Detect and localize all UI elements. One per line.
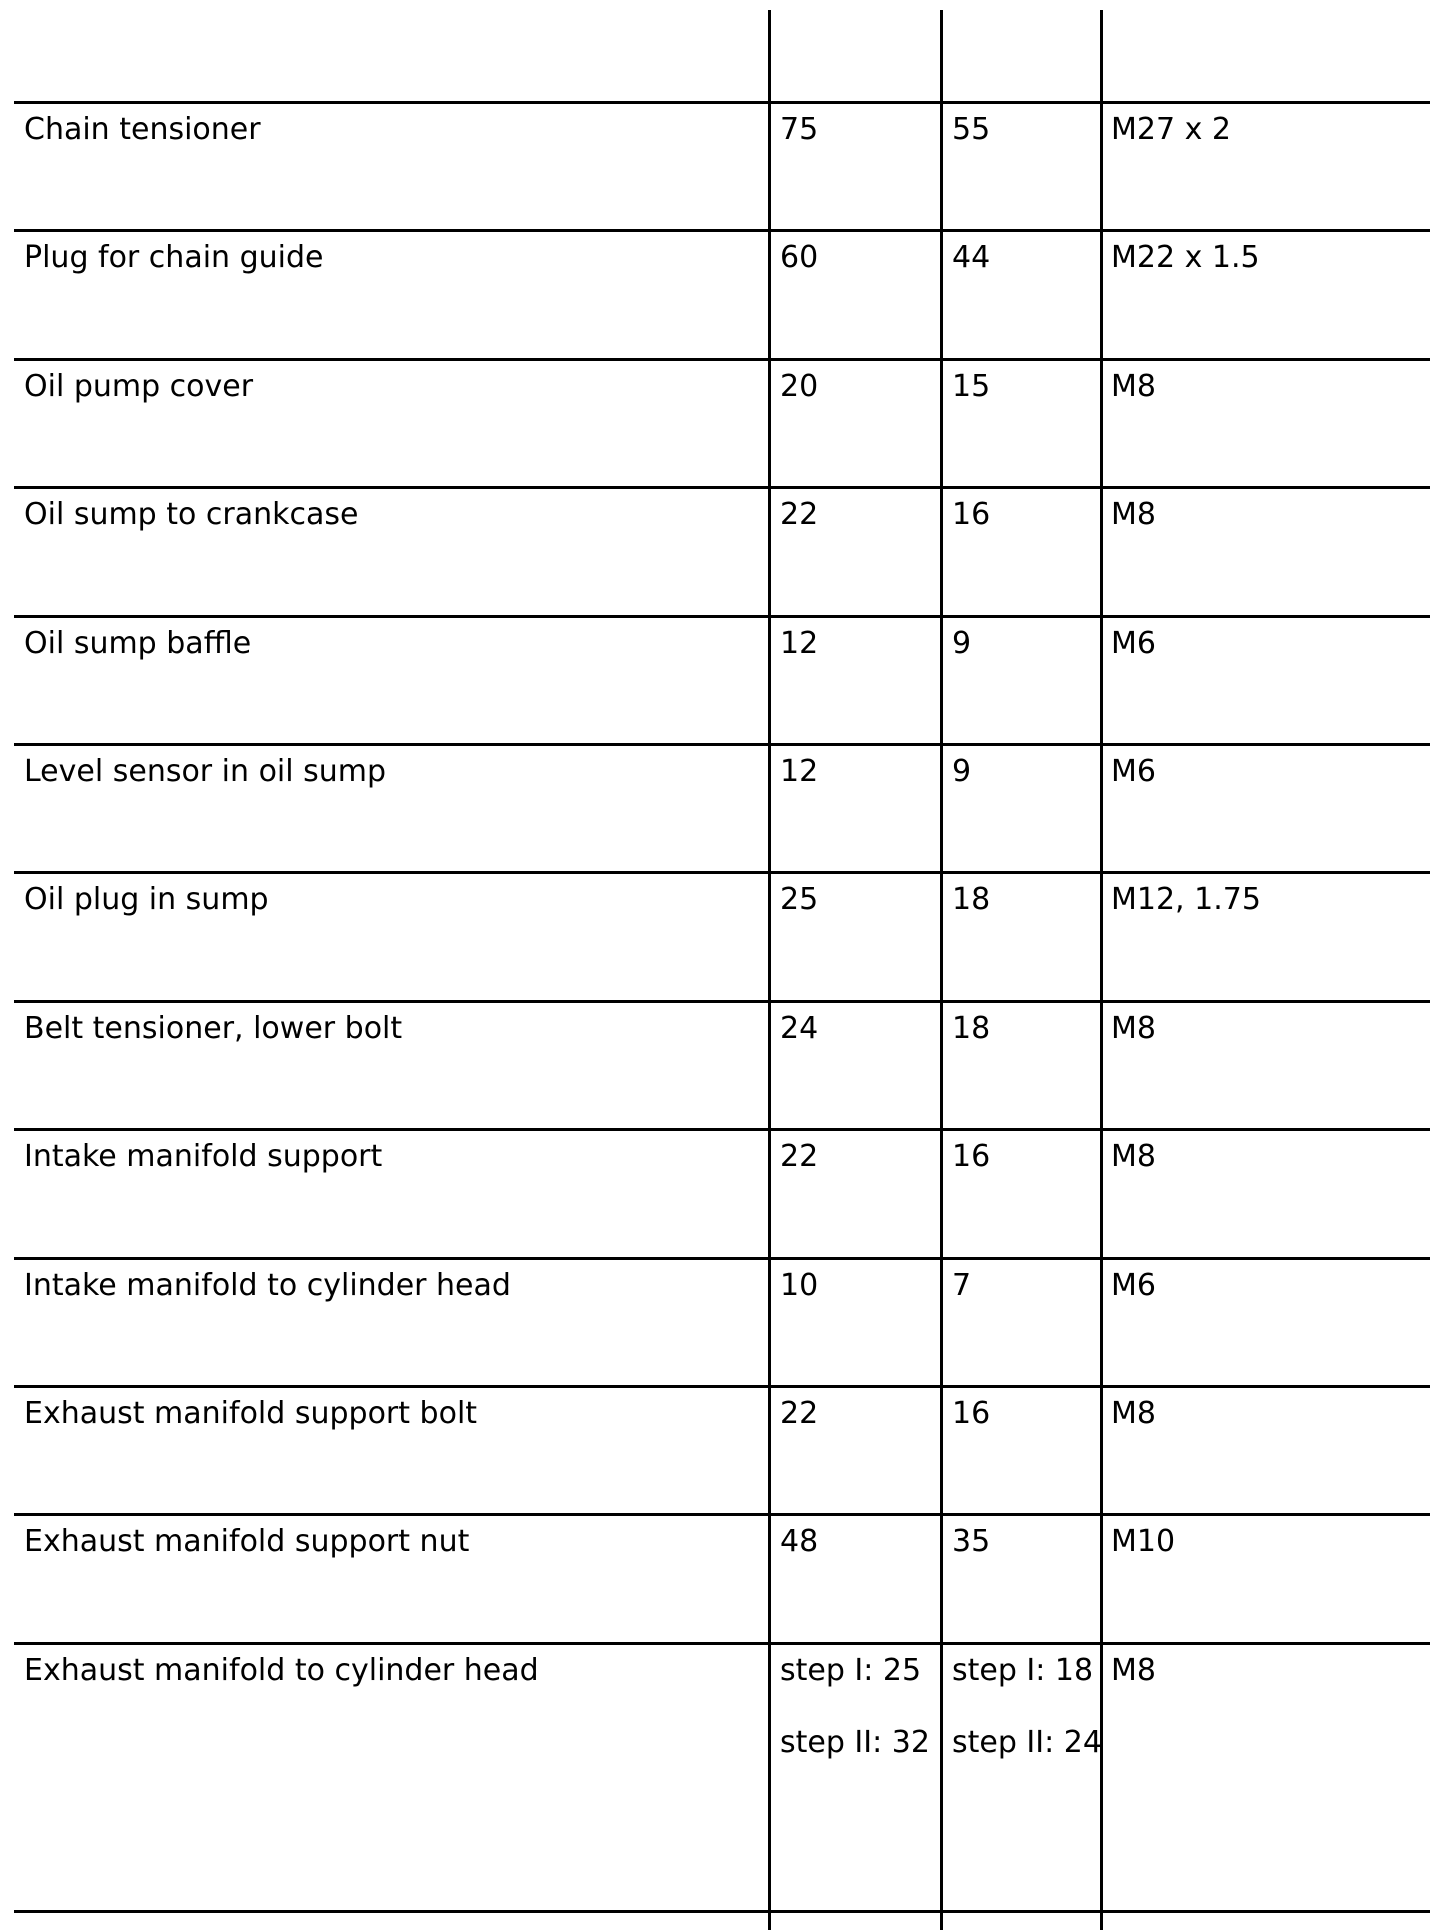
component-cell: Oil pump cover — [24, 369, 254, 404]
thread-cell: M27 x 2 — [1111, 112, 1231, 147]
torque-nm-steps-cell — [780, 1654, 930, 1760]
row-divider — [14, 1642, 1430, 1645]
row-divider — [14, 1257, 1430, 1260]
component-cell: Oil plug in sump — [24, 882, 269, 917]
thread-cell: M8 — [1111, 1396, 1156, 1431]
thread-cell: M22 x 1.5 — [1111, 240, 1260, 275]
row-divider — [14, 1000, 1430, 1003]
torque-nm-cell: 25 — [780, 882, 819, 917]
torque-lbft-cell: 9 — [952, 754, 972, 789]
thread-cell: M8 — [1111, 1653, 1156, 1688]
thread-cell: M8 — [1111, 1139, 1156, 1174]
torque-lbft-cell: 16 — [952, 497, 991, 532]
thread-cell: M6 — [1111, 1268, 1156, 1303]
torque-nm-step-1: step I: 25 — [780, 1653, 922, 1688]
component-cell: Level sensor in oil sump — [24, 754, 387, 789]
component-cell: Intake manifold to cylinder head — [24, 1268, 511, 1303]
torque-lbft-cell: 16 — [952, 1396, 991, 1431]
torque-nm-cell: 22 — [780, 1396, 819, 1431]
torque-nm-cell: 22 — [780, 497, 819, 532]
component-cell: Exhaust manifold support nut — [24, 1524, 470, 1559]
torque-lbft-cell: 15 — [952, 369, 991, 404]
row-divider — [14, 743, 1430, 746]
component-cell: Exhaust manifold support bolt — [24, 1396, 478, 1431]
torque-lbft-step-1: step I: 18 — [952, 1653, 1094, 1688]
component-cell: Exhaust manifold to cylinder head — [24, 1653, 539, 1688]
torque-nm-cell: 10 — [780, 1268, 819, 1303]
torque-nm-step-2: step II: 32 — [780, 1725, 930, 1760]
torque-lbft-cell: 35 — [952, 1524, 991, 1559]
row-divider — [14, 615, 1430, 618]
torque-nm-cell: 24 — [780, 1011, 819, 1046]
thread-cell: M8 — [1111, 369, 1156, 404]
row-divider — [14, 229, 1430, 232]
row-divider — [14, 1128, 1430, 1131]
row-divider — [14, 358, 1430, 361]
component-cell: Plug for chain guide — [24, 240, 324, 275]
row-divider — [14, 1513, 1430, 1516]
thread-cell: M6 — [1111, 626, 1156, 661]
torque-nm-cell: 48 — [780, 1524, 819, 1559]
torque-nm-cell: 12 — [780, 754, 819, 789]
row-divider — [14, 101, 1430, 104]
thread-cell: M10 — [1111, 1524, 1176, 1559]
torque-lbft-cell: 44 — [952, 240, 991, 275]
row-divider — [14, 1385, 1430, 1388]
torque-lbft-cell: 16 — [952, 1139, 991, 1174]
torque-lbft-cell: 55 — [952, 112, 991, 147]
torque-nm-cell: 75 — [780, 112, 819, 147]
torque-lbft-cell: 7 — [952, 1268, 972, 1303]
thread-cell: M6 — [1111, 754, 1156, 789]
component-cell: Intake manifold support — [24, 1139, 383, 1174]
row-divider — [14, 486, 1430, 489]
component-cell: Chain tensioner — [24, 112, 261, 147]
row-divider — [14, 871, 1430, 874]
torque-lbft-cell: 18 — [952, 882, 991, 917]
torque-lbft-steps-cell — [952, 1654, 1102, 1760]
torque-nm-cell: 60 — [780, 240, 819, 275]
thread-cell: M8 — [1111, 497, 1156, 532]
torque-nm-cell: 12 — [780, 626, 819, 661]
component-cell: Oil sump baffle — [24, 626, 252, 661]
torque-lbft-step-2: step II: 24 — [952, 1725, 1102, 1760]
thread-cell: M12, 1.75 — [1111, 882, 1261, 917]
torque-nm-cell: 20 — [780, 369, 819, 404]
component-cell: Oil sump to crankcase — [24, 497, 359, 532]
torque-lbft-cell: 9 — [952, 626, 972, 661]
component-cell: Belt tensioner, lower bolt — [24, 1011, 403, 1046]
torque-lbft-cell: 18 — [952, 1011, 991, 1046]
torque-nm-cell: 22 — [780, 1139, 819, 1174]
thread-cell: M8 — [1111, 1011, 1156, 1046]
row-divider — [14, 1910, 1430, 1913]
